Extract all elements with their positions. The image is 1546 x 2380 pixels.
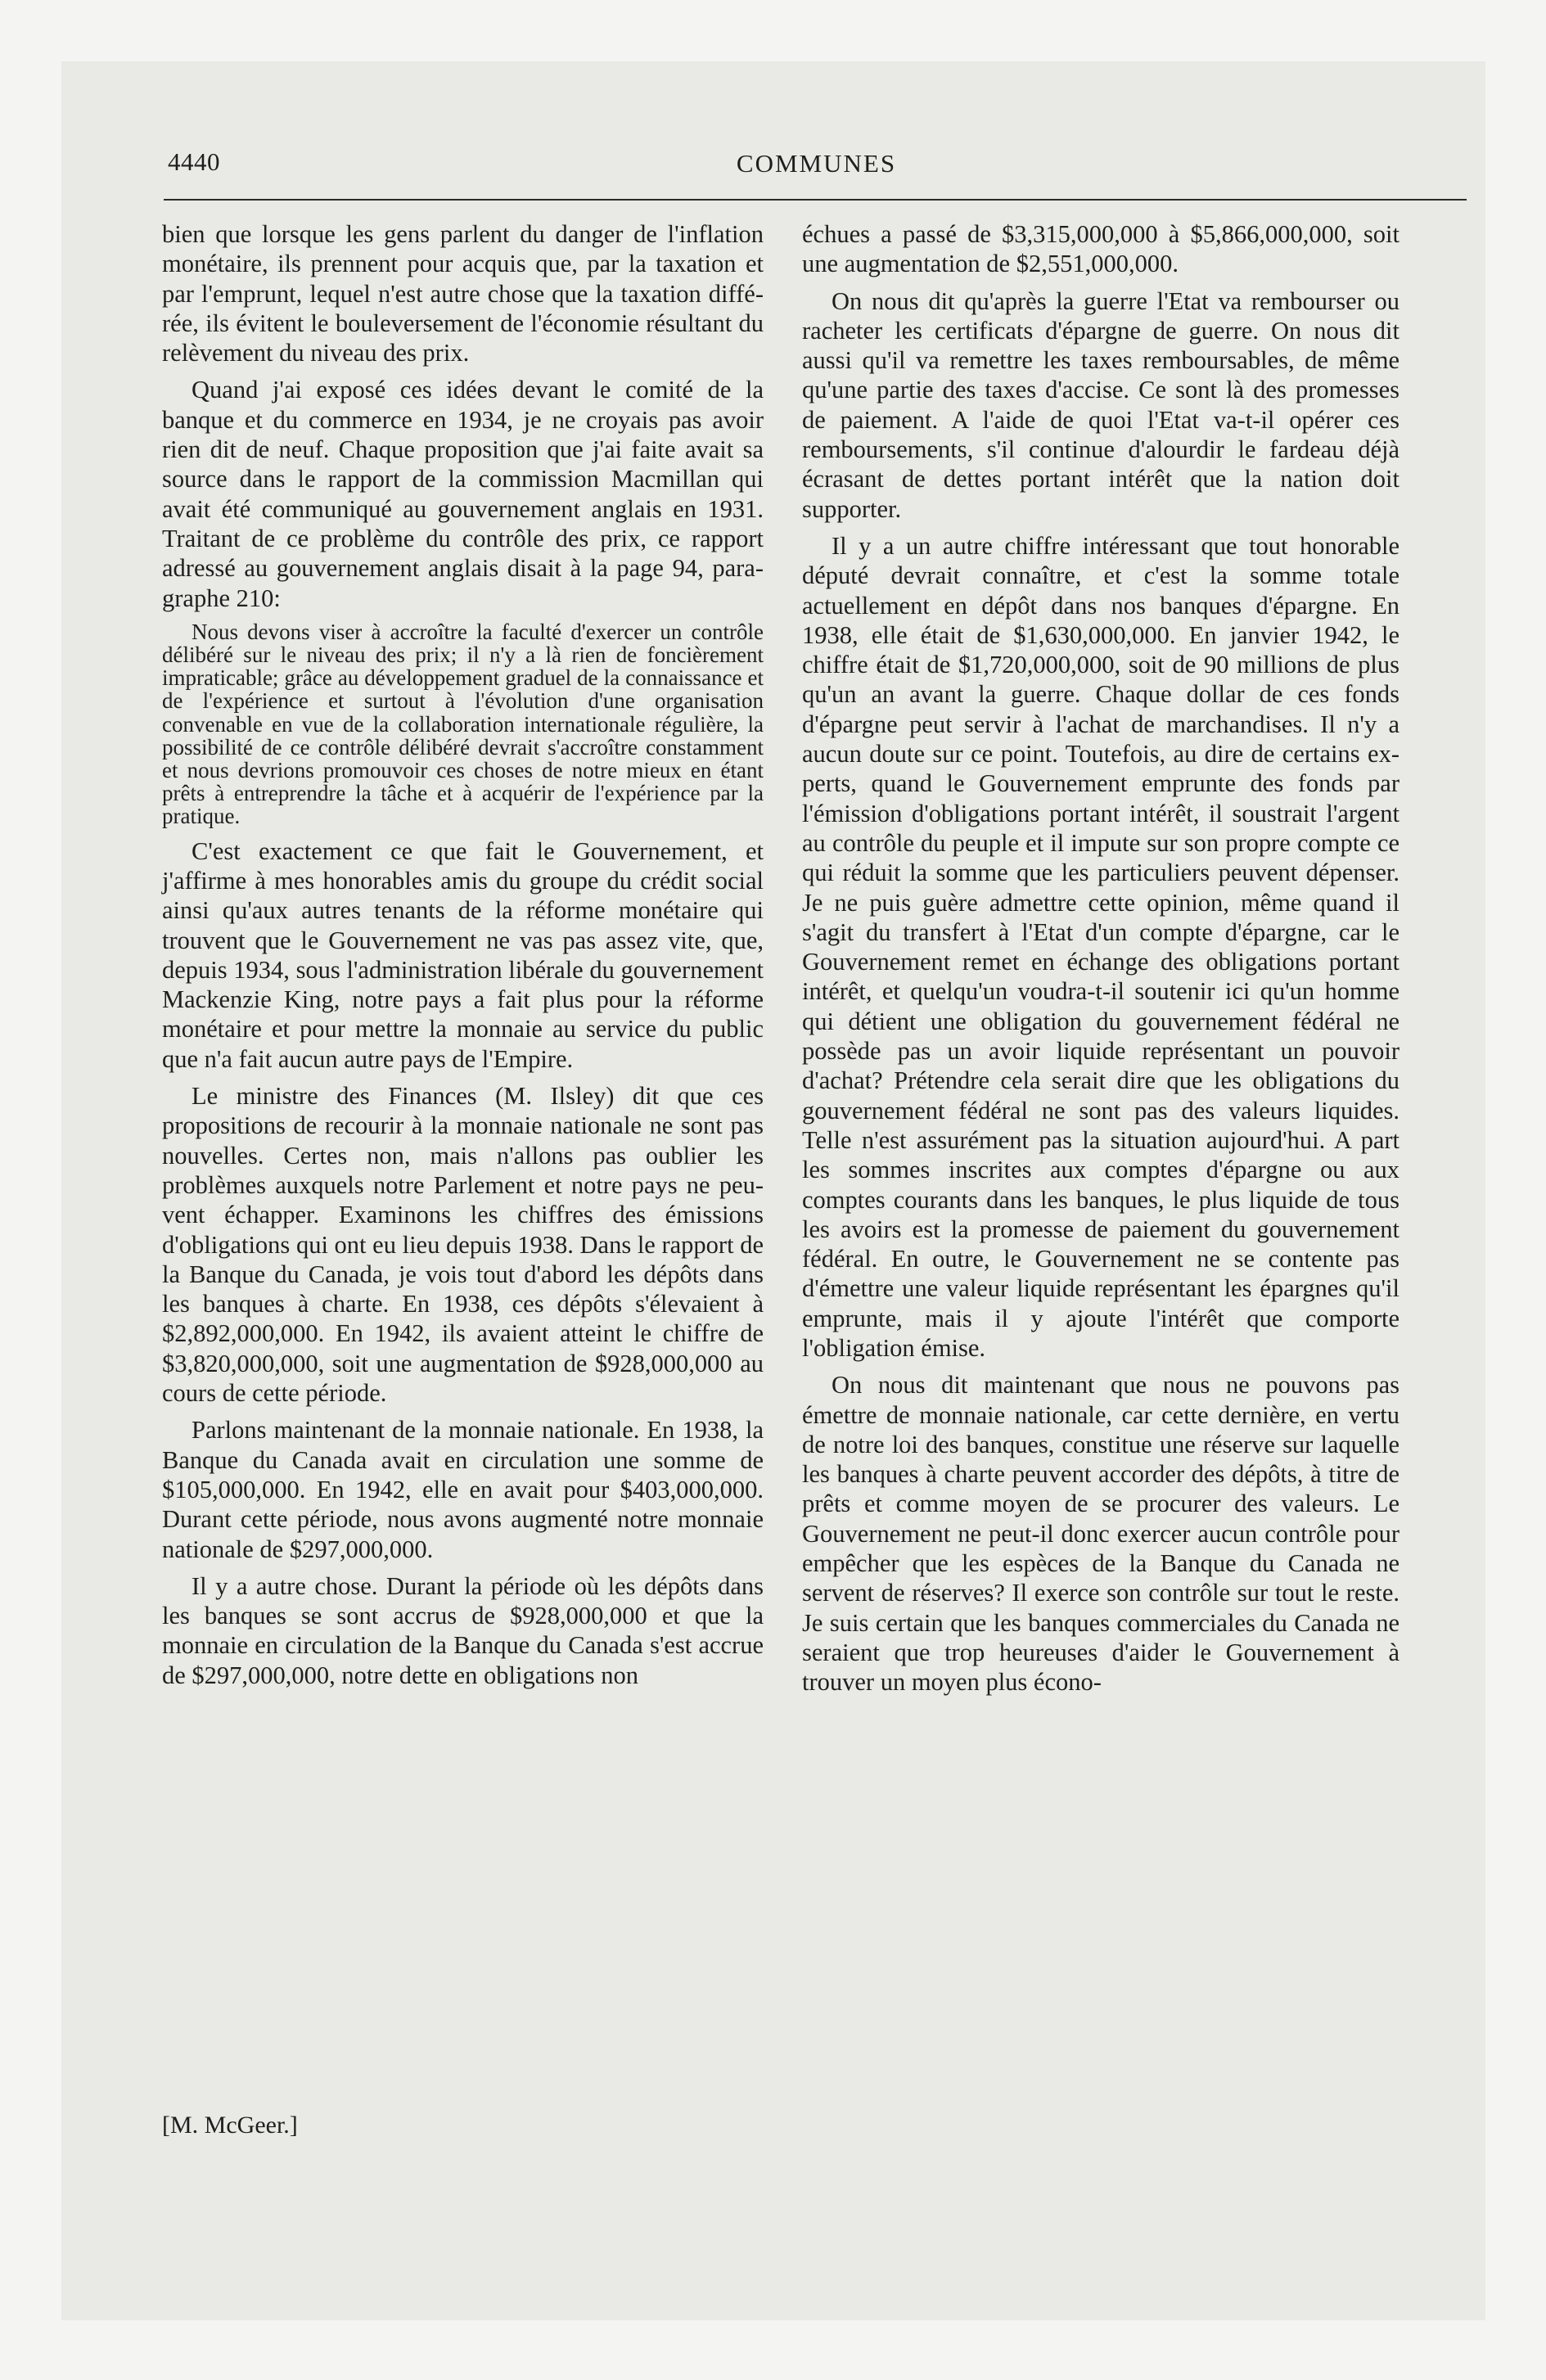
right-column — [802, 219, 1400, 1705]
paragraph: C'est exactement ce que fait le Gouvernement, et j'affirme à mes honorables amis du groupe du crédit social ainsi qu'aux autres tenants de la réforme monétaire qui trouvent que le Gouvernement ne vas pas assez vite, que, depuis 1934, sous l'administration libérale du gouvernement Mackenzie King, notre pays a fait plus pour la réforme monétaire et pour mettre la monnaie au service du public que n'a fait aucun autre pays de l'Empire. — [162, 836, 764, 1073]
block-quote — [162, 620, 764, 828]
paragraph: échues a passé de $3,315,000,000 à $5,866,000,000, soit une augmentation de $2,551,000,000. — [802, 220, 1400, 278]
speaker-attribution: [M. McGeer.] — [162, 2112, 298, 2139]
paragraph: Quand j'ai exposé ces idées devant le comité de la banque et du commerce en 1934, je ne croyais pas avoir rien dit de neuf. Chaque proposition que j'ai faite avait sa source dans le rapport de la commission Macmillan qui avait été communiqué au gouvernement anglais en 1931. Traitant de ce problème du contrôle des prix, ce rapport adressé au gouvernement anglais disait à la page 94, paragraphe 210: — [162, 376, 764, 612]
header-rule — [164, 199, 1467, 201]
paragraph: Il y a un autre chiffre intéressant que tout honorable député devrait connaître, et c'est la somme totale actuellement en dépôt dans nos banques d'épargne. En 1938, elle était de $1,630,000,000. En janvier 1942, le chiffre était de $1,720,000,000, soit de 90 millions de plus qu'un an avant la guerre. Chaque dollar de ces fonds d'épargne peut servir à l'achat de marchandises. Il n'y a aucun doute sur ce point. Toutefois, au dire de certains experts, quand le Gouvernement emprunte des fonds par l'émission d'obligations portant intérêt, il soustrait l'argent au contrôle du peuple et il impute sur son propre compte ce qui réduit la somme que les particuliers peuvent dépenser. Je ne puis guère admettre cette opinion, même quand il s'agit du transfert à l'Etat d'un compte d'épargne, car le Gouvernement remet en échange des obligations portant intérêt, et quelqu'un voudra-t-il soutenir ici qu'un homme qui détient une obligation du gouvernement fédéral ne possède pas un avoir liquide représentant un pouvoir d'achat? Prétendre cela serait dire que les obligations du gouvernement fédéral ne sont pas des valeurs liquides. Telle n'est assurément pas la situation aujourd'hui. A part les sommes inscrites aux comptes d'épargne ou aux comptes courants dans les banques, le plus liquide de tous les avoirs est la promesse de paiement du gouvernement fédéral. En outre, le Gouvernement ne se contente pas d'émettre une valeur liquide représentant les épargnes qu'il emprunte, mais il y ajoute l'intérêt que comporte l'obligation émise. — [802, 531, 1400, 1362]
paragraph: Le ministre des Finances (M. Ilsley) dit que ces propositions de recourir à la monnaie nationale ne sont pas nouvelles. Certes non, mais n'allons pas oublier les problèmes auxquels notre Parlement et notre pays ne peuvent échapper. Examinons les chiffres des émissions d'obligations qui ont eu lieu depuis 1938. Dans le rapport de la Banque du Canada, je vois tout d'abord les dépôts dans les banques à charte. En 1938, ces dépôts s'élevaient à $2,892,000,000. En 1942, ils avaient atteint le chiffre de $3,820,000,000, soit une augmentation de $928,000,000 au cours de cette période. — [162, 1082, 764, 1408]
running-title: COMMUNES — [736, 149, 897, 178]
paragraph: Il y a autre chose. Durant la période où les dépôts dans les banques se sont accrus de $928,000,000 et que la monnaie en circulation de la Banque du Canada s'est accrue de $297,000,000, notre dette en obligations non — [162, 1571, 764, 1689]
left-column — [162, 219, 764, 1697]
paragraph: Parlons maintenant de la monnaie nationale. En 1938, la Banque du Canada avait en circulation une somme de $105,000,000. En 1942, elle en avait pour $403,000,000. Durant cette période, nous avons augmenté notre monnaie nationale de $297,000,000. — [162, 1416, 764, 1563]
page-header — [168, 147, 1465, 190]
paragraph: bien que lorsque les gens parlent du danger de l'inflation monétaire, ils prennent pour acquis que, par la taxation et par l'emprunt, lequel n'est autre chose que la taxation différée, ils évitent le bouleversement de l'économie résultant du relèvement du niveau des prix. — [162, 220, 764, 367]
quote-text: Nous devons viser à accroître la faculté d'exercer un contrôle délibéré sur le niveau des prix; il n'y a là rien de foncièrement impraticable; grâce au développement graduel de la connaissance et de l'expérience et surtout à l'évolution d'une organisation convenable en vue de la collaboration internationale régulière, la possibilité de ce contrôle délibéré devrait s'accroître constamment et nous devrions promouvoir ces choses de notre mieux en étant prêts à entreprendre la tâche et à acquérir de l'expérience par la pratique. — [162, 619, 764, 829]
paragraph: On nous dit maintenant que nous ne pouvons pas émettre de monnaie nationale, car cette dernière, en vertu de notre loi des banques, constitue une réserve sur laquelle les banques à charte peuvent accorder des dépôts, à titre de prêts et comme moyen de se procurer des valeurs. Le Gouvernement ne peut-il donc exercer aucun contrôle pour empêcher que les espèces de la Banque du Canada ne servent de réserves? Il exerce son contrôle sur tout le reste. Je suis certain que les banques commerciales du Canada ne seraient que trop heureuses d'aider le Gouvernement à trouver un moyen plus écono- — [802, 1371, 1400, 1697]
page-number: 4440 — [168, 147, 220, 176]
paragraph: On nous dit qu'après la guerre l'Etat va rembourser ou racheter les certificats d'épargne de guerre. On nous dit aussi qu'il va remettre les taxes remboursables, de même qu'une partie des taxes d'accise. Ce sont là des promesses de paiement. A l'aide de quoi l'Etat va-t-il opérer ces remboursements, s'il continue d'alourdir le fardeau déjà écrasant de dettes portant intérêt que la nation doit supporter. — [802, 286, 1400, 523]
